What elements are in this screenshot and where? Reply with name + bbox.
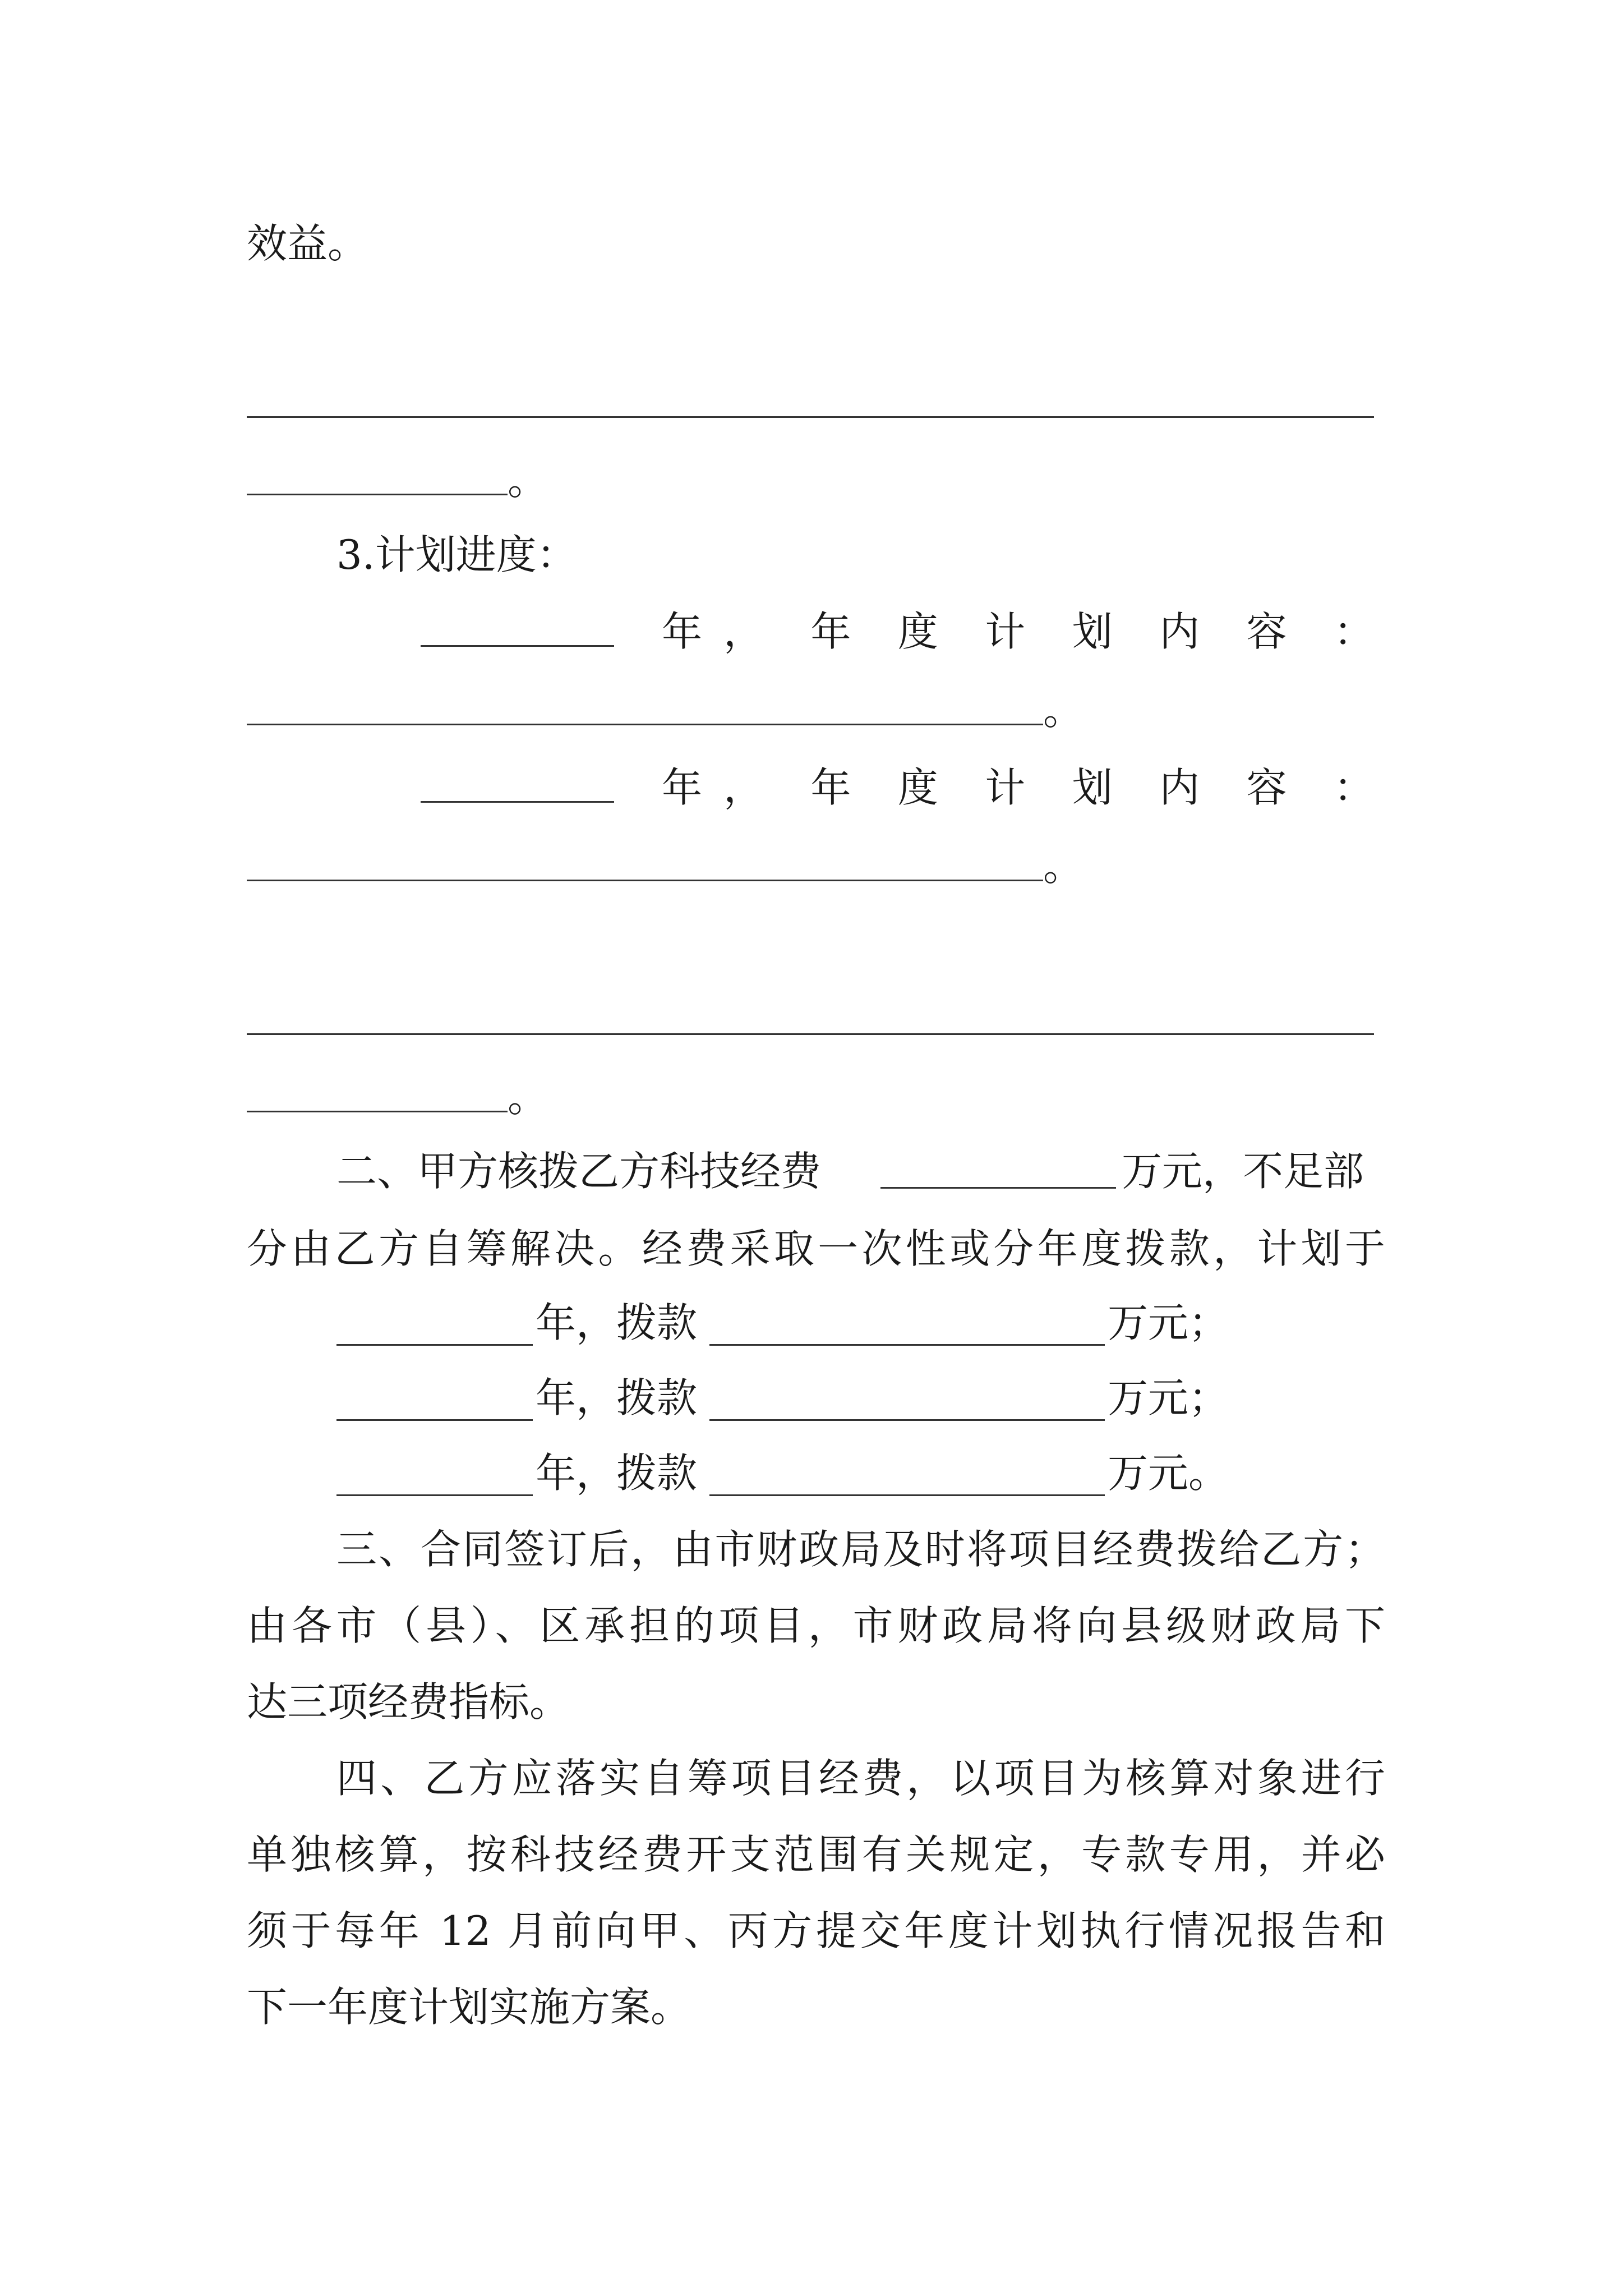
year-label: 年 (662, 608, 703, 655)
clause-3-line-3: 达三项经费指标。 (247, 1678, 570, 1726)
payment-label: 年，拨款 (536, 1299, 698, 1346)
payment-label: 年，拨款 (536, 1450, 698, 1497)
punctuation: 。 (508, 1074, 548, 1121)
blank-line (247, 1033, 1374, 1035)
payment-unit: 万元； (1108, 1299, 1229, 1346)
clause-2-line-2: 分由乙方自筹解决。经费采取一次性或分年度拨款，计划于 (247, 1225, 1385, 1272)
punctuation: 。 (1043, 843, 1084, 890)
year-label: 年 (662, 764, 703, 811)
text-line: 效益。 (247, 220, 368, 267)
payment-unit: 万元。 (1108, 1450, 1229, 1497)
clause-3-line-2: 由各市（县）、区承担的项目，市财政局将向县级财政局下 (247, 1602, 1385, 1649)
payment-year-blank (336, 1344, 533, 1346)
payment-amount-blank (709, 1344, 1105, 1346)
blank-line (247, 1111, 508, 1112)
clause-2-line-1: 二、甲方核拨乙方科技经费 (336, 1148, 822, 1195)
plan-content-blank (247, 724, 1043, 725)
plan-content-label: ，年度计划内容： (723, 608, 1374, 655)
payment-year-blank (336, 1494, 533, 1496)
clause-4-line-2: 单独核算，按科技经费开支范围有关规定，专款专用，并必 (247, 1831, 1385, 1878)
clause-2-line-1-end: 万元，不足部 (1122, 1148, 1364, 1195)
payment-year-blank (336, 1419, 533, 1421)
payment-row (0, 1299, 1623, 1347)
punctuation: 。 (1043, 687, 1084, 734)
clause-3-line-1: 三、合同签订后，由市财政局及时将项目经费拨给乙方； (336, 1526, 1385, 1573)
clause-4-line-3: 须于每年 12 月前向甲、丙方提交年度计划执行情况报告和 (247, 1907, 1385, 1954)
blank-line (247, 416, 1374, 418)
plan-content-label: ，年度计划内容： (723, 764, 1374, 811)
plan-content-blank (247, 880, 1043, 881)
blank-line (247, 494, 508, 495)
amount-blank (880, 1187, 1116, 1189)
payment-amount-blank (709, 1494, 1105, 1496)
year-blank (421, 645, 614, 647)
clause-4-line-4: 下一年度计划实施方案。 (247, 1984, 691, 2031)
clause-4-line-1: 四、乙方应落实自筹项目经费，以项目为核算对象进行 (336, 1755, 1385, 1802)
payment-amount-blank (709, 1419, 1105, 1421)
payment-row (0, 1450, 1623, 1498)
year-blank (421, 801, 614, 803)
payment-row (0, 1374, 1623, 1423)
section-heading: 3.计划进度： (336, 531, 577, 578)
payment-unit: 万元； (1108, 1374, 1229, 1421)
punctuation: 。 (508, 457, 548, 504)
payment-label: 年，拨款 (536, 1374, 698, 1421)
